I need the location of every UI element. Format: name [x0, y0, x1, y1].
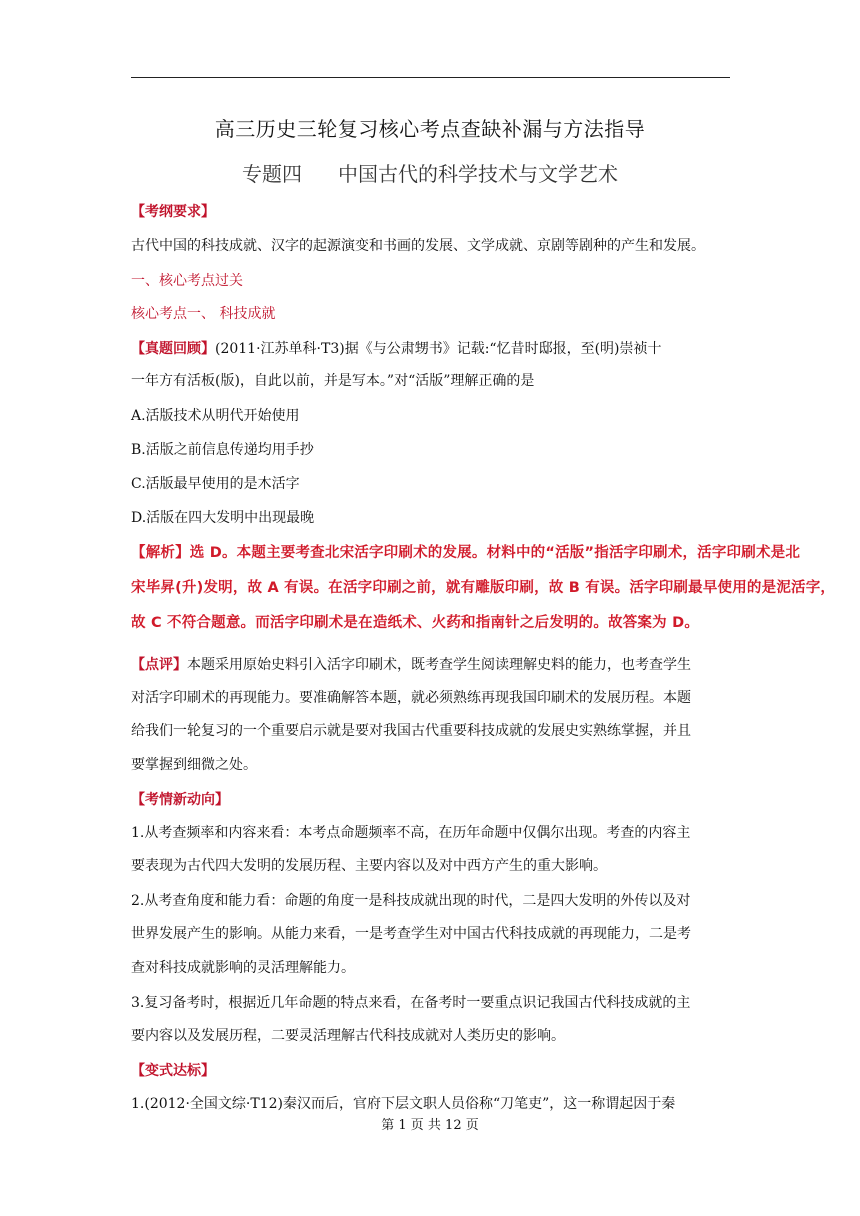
comment-line-1 — [131, 654, 731, 676]
trend-heading: 【考情新动向】 — [131, 792, 229, 808]
trend-line-6: 3.复习备考时，根据近几年命题的特点来看，在备考时一要重点识记我国古代科技成就的主 — [131, 995, 691, 1011]
subtitle-topic-number: 专题四 — [242, 162, 302, 186]
core-point-heading: 核心考点一、 科技成就 — [131, 306, 276, 322]
analysis-line-1: 【解析】选 D。本题主要考查北宋活字印刷术的发展。材料中的“活版”指活字印刷术，活字印刷术是北 — [131, 545, 801, 561]
trend-line-5: 查对科技成就影响的灵活理解能力。 — [131, 960, 355, 976]
analysis-line-2: 宋毕昇(升)发明，故 A 有误。在活字印刷之前，就有雕版印刷，故 B 有误。活字印刷最早使用的是泥活字， — [131, 580, 836, 596]
variant-line-1: 1.(2012·全国文综·T12)秦汉而后，官府下层文职人员俗称“刀笔吏”，这一称谓起因于秦 — [131, 1096, 676, 1112]
analysis-line-3: 故 C 不符合题意。而活字印刷术是在造纸术、火药和指南针之后发明的。故答案为 D。 — [131, 615, 700, 631]
comment-line-2: 对活字印刷术的再现能力。要准确解答本题，就必须熟练再现我国印刷术的发展历程。本题 — [131, 690, 691, 706]
review-text-1: (2011·江苏单科·T3)据《与公肃甥书》记载:“忆昔时邸报，至(明)崇祯十 — [215, 341, 662, 357]
option-a: A.活版技术从明代开始使用 — [131, 408, 300, 424]
comment-line-3: 给我们一轮复习的一个重要启示就是要对我国古代重要科技成就的发展史实熟练掌握，并且 — [131, 723, 691, 739]
comment-text-1: 本题采用原始史料引入活字印刷术，既考查学生阅读理解史料的能力，也考查学生 — [187, 657, 691, 673]
option-d: D.活版在四大发明中出现最晚 — [131, 510, 315, 526]
comment-line-4: 要掌握到细微之处。 — [131, 757, 257, 773]
review-line-2: 一年方有活板(版)，自此以前，并是写本。”对“活版”理解正确的是 — [131, 373, 535, 389]
option-c: C.活版最早使用的是木活字 — [131, 476, 300, 492]
trend-line-7: 要内容以及发展历程，二要灵活理解古代科技成就对人类历史的影响。 — [131, 1028, 565, 1044]
section-heading: 一、核心考点过关 — [131, 273, 243, 289]
requirements-heading: 【考纲要求】 — [131, 204, 215, 220]
variant-heading: 【变式达标】 — [131, 1063, 215, 1079]
comment-tag: 【点评】 — [131, 657, 187, 673]
page-footer: 第 1 页 共 12 页 — [381, 1118, 479, 1133]
review-line-1 — [131, 338, 731, 360]
requirements-text: 古代中国的科技成就、汉字的起源演变和书画的发展、文学成就、京剧等剧种的产生和发展。 — [131, 238, 705, 254]
option-b: B.活版之前信息传递均用手抄 — [131, 442, 314, 458]
document-subtitle — [0, 158, 860, 187]
trend-line-1: 1.从考查频率和内容来看：本考点命题频率不高，在历年命题中仅偶尔出现。考查的内容主 — [131, 825, 691, 841]
subtitle-topic-name: 中国古代的科学技术与文学艺术 — [338, 162, 618, 186]
trend-line-2: 要表现为古代四大发明的发展历程、主要内容以及对中西方产生的重大影响。 — [131, 858, 607, 874]
review-tag: 【真题回顾】 — [131, 341, 215, 357]
document-title: 高三历史三轮复习核心考点查缺补漏与方法指导 — [214, 117, 646, 141]
trend-line-4: 世界发展产生的影响。从能力来看，一是考查学生对中国古代科技成就的再现能力，二是考 — [131, 926, 691, 942]
header-rule — [131, 77, 730, 78]
trend-line-3: 2.从考查角度和能力看：命题的角度一是科技成就出现的时代，二是四大发明的外传以及对 — [131, 893, 691, 909]
